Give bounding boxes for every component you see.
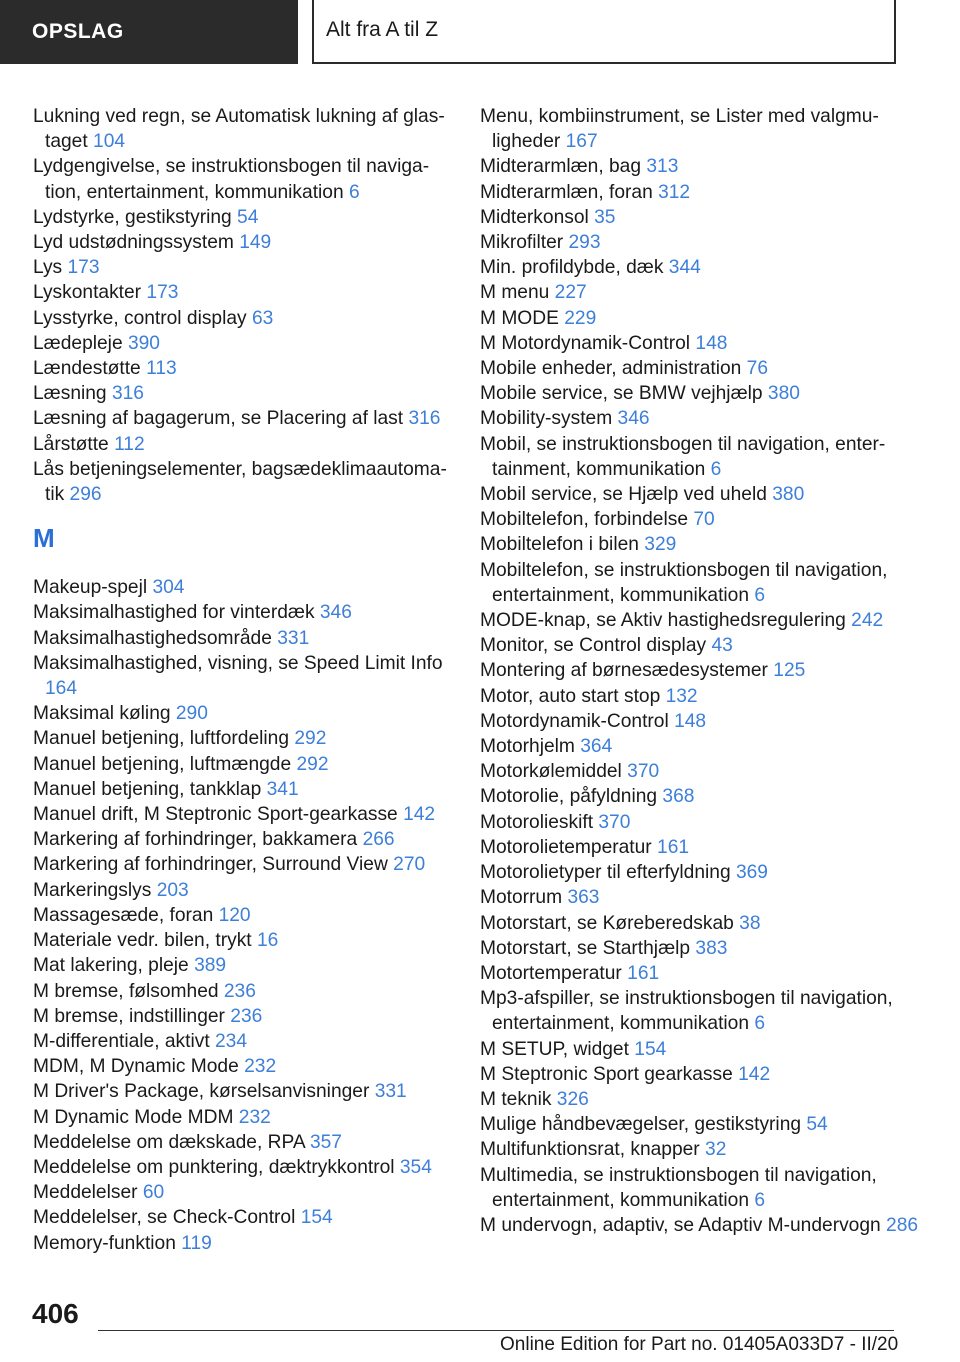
index-entry (480, 734, 920, 759)
entry-text: M teknik (480, 1088, 552, 1110)
page-link[interactable]: 380 (772, 484, 805, 506)
entry-text: Meddelelser (33, 1182, 138, 1204)
index-entry (33, 432, 453, 457)
index-list-l (33, 104, 453, 507)
entry-text: Mikrofilter (480, 232, 564, 254)
page-link[interactable]: 292 (294, 728, 327, 750)
page-link[interactable]: 120 (218, 904, 251, 926)
page-link[interactable]: 154 (634, 1038, 667, 1060)
entry-text: Multifunktionsrat, knapper (480, 1139, 700, 1161)
index-column-right (480, 104, 920, 1238)
index-entry (480, 784, 920, 809)
index-entry (33, 1105, 453, 1130)
entry-text: Motorstart, se Starthjælp (480, 937, 691, 959)
page-link[interactable]: 292 (296, 753, 329, 775)
index-entry (33, 777, 453, 802)
index-entry (480, 230, 920, 255)
entry-text: M-differentiale, aktivt (33, 1030, 210, 1052)
index-entry (33, 104, 453, 154)
entry-text: Motordynamik-Control (480, 710, 669, 732)
index-entry (480, 608, 920, 633)
entry-text: Montering af børnesædesystemer (480, 660, 768, 682)
page-link[interactable]: 380 (767, 383, 800, 405)
index-entry (33, 280, 453, 305)
index-entry (33, 1231, 453, 1256)
page-link[interactable]: 266 (362, 829, 395, 851)
index-entry (480, 1213, 920, 1238)
page-link[interactable]: 6 (754, 584, 766, 606)
page-link[interactable]: 236 (223, 980, 256, 1002)
page-link[interactable]: 229 (564, 307, 597, 329)
entry-text: Lydstyrke, gestikstyring (33, 206, 232, 228)
entry-text: M menu (480, 282, 550, 304)
edition-footer: Online Edition for Part no. 01405A033D7 - II/20 (500, 1334, 899, 1355)
index-entry (33, 878, 453, 903)
entry-text: M bremse, indstillinger (33, 1005, 225, 1027)
entry-text: Maksimalhastighed, visning, se Speed Limit Info (33, 652, 443, 674)
index-entry (33, 1079, 453, 1104)
page-link[interactable]: 60 (142, 1182, 165, 1204)
index-entry (480, 180, 920, 205)
page-link[interactable]: 370 (627, 761, 660, 783)
index-entry (480, 1163, 920, 1213)
entry-text: Maksimal køling (33, 703, 171, 725)
index-entry (480, 154, 920, 179)
page-link[interactable]: 227 (554, 282, 587, 304)
page-link[interactable]: 173 (67, 257, 100, 279)
index-entry (33, 600, 453, 625)
entry-text: Mobiltelefon, se instruktionsbogen til navigation, entertainment, kommunikation (480, 559, 888, 606)
entry-text: M Motordynamik-Control (480, 332, 691, 354)
index-entry (33, 575, 453, 600)
index-entry (33, 701, 453, 726)
index-entry (33, 154, 453, 204)
page-link[interactable]: 232 (238, 1106, 271, 1128)
page-link[interactable]: 113 (146, 358, 177, 380)
page-link[interactable]: 167 (565, 131, 598, 153)
page-link[interactable]: 346 (617, 408, 650, 430)
entry-text: Mobile service, se BMW vejhjælp (480, 383, 763, 405)
entry-text: Manuel betjening, luftmængde (33, 753, 292, 775)
index-entry (480, 280, 920, 305)
index-entry (480, 205, 920, 230)
entry-text: Lysstyrke, control display (33, 307, 247, 329)
page-link[interactable]: 312 (658, 181, 691, 203)
page-link[interactable]: 286 (886, 1214, 919, 1236)
index-entry (33, 726, 453, 751)
index-entry (33, 1180, 453, 1205)
page-header (0, 0, 960, 66)
index-entry (33, 928, 453, 953)
page-link[interactable]: 35 (594, 206, 616, 228)
page-link[interactable]: 70 (693, 509, 715, 531)
entry-text: MODE-knap, se Aktiv hastighedsregulering (480, 610, 846, 632)
entry-text: Motorolietemperatur (480, 836, 652, 858)
entry-text: M undervogn, adaptiv, se Adaptiv M-undervogn (480, 1214, 881, 1236)
entry-text: Mobiltelefon, forbindelse (480, 509, 688, 531)
page-link[interactable]: 331 (374, 1081, 407, 1103)
page-link[interactable]: 6 (348, 181, 360, 203)
page-link[interactable]: 161 (657, 836, 690, 858)
index-entry (33, 1029, 453, 1054)
index-entry (480, 507, 920, 532)
page-link[interactable]: 76 (746, 358, 769, 380)
page-link[interactable]: 313 (646, 156, 679, 178)
index-entry (33, 953, 453, 978)
index-entry (480, 331, 920, 356)
index-entry (33, 356, 453, 381)
index-entry (480, 835, 920, 860)
index-entry (33, 255, 453, 280)
page-link[interactable]: 232 (244, 1056, 277, 1078)
index-list-m-right (480, 104, 920, 1238)
page-link[interactable]: 6 (754, 1189, 766, 1211)
index-entry (480, 406, 920, 431)
page-link[interactable]: 104 (93, 131, 126, 153)
page-link[interactable]: 316 (111, 383, 144, 405)
page-link[interactable]: 316 (408, 408, 441, 430)
entry-text: Maksimalhastighed for vinterdæk (33, 602, 315, 624)
page-link[interactable]: 54 (806, 1114, 828, 1136)
entry-text: Mulige håndbevægelser, gestikstyring (480, 1114, 802, 1136)
page-link[interactable]: 149 (239, 232, 272, 254)
entry-text: Mobil, se instruktionsbogen til navigation, entertainment, kommunikation (480, 433, 886, 480)
entry-text: Lukning ved regn, se Automatisk lukning af glastaget (33, 106, 445, 153)
entry-text: Læsning (33, 383, 107, 405)
page-link[interactable]: 148 (674, 710, 707, 732)
entry-text: Motorolieskift (480, 811, 594, 833)
page-link[interactable]: 346 (319, 602, 352, 624)
footer-divider (98, 1330, 894, 1331)
entry-text: Mat lakering, pleje (33, 955, 189, 977)
page-link[interactable]: 164 (45, 678, 78, 700)
entry-text: M MODE (480, 307, 559, 329)
page-link[interactable]: 236 (230, 1005, 263, 1027)
page-number: 406 (32, 1298, 79, 1329)
index-entry (480, 558, 920, 608)
index-list-m-left (33, 575, 453, 1255)
entry-text: Materiale vedr. bilen, trykt (33, 930, 252, 952)
entry-text: Lædepleje (33, 332, 123, 354)
entry-text: Motorolietyper til efterfyldning (480, 862, 731, 884)
entry-text: Motor, auto start stop (480, 685, 661, 707)
page-link[interactable]: 16 (256, 930, 279, 952)
entry-text: Markeringslys (33, 879, 152, 901)
entry-text: M SETUP, widget (480, 1038, 629, 1060)
page-link[interactable]: 161 (627, 962, 660, 984)
page-link[interactable]: 43 (711, 635, 733, 657)
index-entry (480, 1137, 920, 1162)
entry-text: Makeup-spejl (33, 577, 148, 599)
index-entry (480, 759, 920, 784)
entry-text: MDM, M Dynamic Mode (33, 1056, 239, 1078)
page-link[interactable]: 125 (773, 660, 806, 682)
entry-text: Midterkonsol (480, 206, 589, 228)
index-entry (33, 230, 453, 255)
page-link[interactable]: 63 (251, 307, 274, 329)
page-link[interactable]: 304 (152, 577, 185, 599)
page-link[interactable]: 148 (695, 332, 728, 354)
index-column-left (33, 104, 453, 1256)
entry-text: Læsning af bagagerum, se Placering af last (33, 408, 404, 430)
page-link[interactable]: 344 (668, 257, 701, 279)
index-entry (480, 684, 920, 709)
index-entry (480, 482, 920, 507)
entry-text: Meddelelser, se Check-Control (33, 1207, 296, 1229)
index-entry (480, 1037, 920, 1062)
entry-text: Meddelelse om punktering, dæktrykkontrol (33, 1156, 395, 1178)
section-letter: M (33, 523, 55, 554)
entry-text: Motorolie, påfyldning (480, 786, 658, 808)
entry-text: Motorkølemiddel (480, 761, 622, 783)
index-entry (33, 406, 453, 431)
index-entry (480, 432, 920, 482)
page-link[interactable]: 119 (181, 1232, 212, 1254)
index-entry (33, 457, 453, 507)
entry-text: Manuel betjening, luftfordeling (33, 728, 290, 750)
index-entry (480, 381, 920, 406)
entry-text: Manuel betjening, tankklap (33, 778, 262, 800)
entry-text: Min. profildybde, dæk (480, 257, 664, 279)
page-link[interactable]: 270 (393, 854, 426, 876)
index-entry (33, 626, 453, 651)
index-entry (480, 532, 920, 557)
page-link[interactable]: 354 (399, 1156, 432, 1178)
index-entry (480, 104, 920, 154)
entry-text: M Dynamic Mode MDM (33, 1106, 234, 1128)
index-entry (33, 1205, 453, 1230)
entry-text: Menu, kombiinstrument, se Lister med valgmuligheder (480, 106, 879, 153)
page-link[interactable]: 364 (580, 736, 613, 758)
page-link[interactable]: 203 (156, 879, 189, 901)
entry-text: Lårstøtte (33, 433, 109, 455)
page-link[interactable]: 290 (175, 703, 208, 725)
index-entry (480, 860, 920, 885)
page-link[interactable]: 142 (738, 1063, 771, 1085)
index-entry (480, 1087, 920, 1112)
index-entry (33, 979, 453, 1004)
page-link[interactable]: 132 (665, 685, 698, 707)
entry-text: Lændestøtte (33, 358, 141, 380)
index-entry (480, 986, 920, 1036)
page-link[interactable]: 341 (266, 778, 299, 800)
index-entry (480, 633, 920, 658)
entry-text: Lys (33, 257, 63, 279)
index-entry (33, 306, 453, 331)
entry-text: Motortemperatur (480, 962, 622, 984)
page-link[interactable]: 363 (567, 887, 600, 909)
page-link[interactable]: 242 (851, 610, 884, 632)
entry-text: Motorstart, se Køreberedskab (480, 912, 734, 934)
index-entry (480, 885, 920, 910)
page-link[interactable]: 173 (146, 282, 179, 304)
entry-text: Monitor, se Control display (480, 635, 707, 657)
page-link[interactable]: 357 (309, 1131, 342, 1153)
entry-text: Lyskontakter (33, 282, 142, 304)
entry-text: Lydgengivelse, se instruktionsbogen til navigation, entertainment, kommunikation (33, 156, 430, 203)
page-link[interactable]: 32 (705, 1139, 727, 1161)
page-link[interactable]: 142 (403, 804, 436, 826)
index-entry (33, 1130, 453, 1155)
page-link[interactable]: 329 (644, 534, 677, 556)
entry-text: Markering af forhindringer, Surround View (33, 854, 388, 876)
entry-text: Mobil service, se Hjælp ved uheld (480, 484, 767, 506)
index-entry (33, 903, 453, 928)
entry-text: Memory-funktion (33, 1232, 176, 1254)
index-entry (480, 709, 920, 734)
entry-text: Multimedia, se instruktionsbogen til navigation, entertainment, kommunikation (480, 1164, 877, 1211)
page-link[interactable]: 331 (277, 627, 310, 649)
entry-text: Markering af forhindringer, bakkamera (33, 829, 358, 851)
entry-text: Massagesæde, foran (33, 904, 214, 926)
index-entry (480, 936, 920, 961)
index-entry (33, 331, 453, 356)
page-link[interactable]: 234 (215, 1030, 248, 1052)
page-link[interactable]: 326 (556, 1088, 589, 1110)
index-entry (33, 752, 453, 777)
index-entry (33, 1155, 453, 1180)
entry-text: Mobiltelefon i bilen (480, 534, 639, 556)
page-link[interactable]: 54 (237, 206, 259, 228)
entry-text: Motorrum (480, 887, 563, 909)
page-link[interactable]: 368 (662, 786, 695, 808)
entry-text: Motorhjelm (480, 736, 575, 758)
page-link[interactable]: 6 (754, 1013, 766, 1035)
entry-text: Lyd udstødningssystem (33, 232, 234, 254)
index-entry (480, 911, 920, 936)
index-entry (480, 658, 920, 683)
index-entry (33, 827, 453, 852)
index-entry (480, 1062, 920, 1087)
page-link[interactable]: 6 (710, 458, 722, 480)
page-link[interactable]: 370 (598, 811, 631, 833)
entry-text: Maksimalhastighedsområde (33, 627, 272, 649)
index-entry (33, 802, 453, 827)
entry-text: Mobile enheder, administration (480, 358, 742, 380)
section-tab: OPSLAG (0, 0, 298, 64)
page-link[interactable]: 293 (568, 232, 601, 254)
index-entry (480, 1112, 920, 1137)
page-link[interactable]: 38 (739, 912, 761, 934)
index-entry (33, 1054, 453, 1079)
header-title: Alt fra A til Z (312, 0, 896, 64)
index-entry (33, 381, 453, 406)
entry-text: Manuel drift, M Steptronic Sport-gearkasse (33, 804, 398, 826)
entry-text: Midterarmlæn, foran (480, 181, 653, 203)
entry-text: Lås betjeningselementer, bagsædeklimaautomatik (33, 458, 447, 506)
entry-text: Mp3-afspiller, se instruktionsbogen til navigation, entertainment, kommunikation (480, 988, 893, 1035)
page-link[interactable]: 112 (114, 433, 145, 455)
page-link[interactable]: 296 (69, 484, 102, 506)
entry-text: M Steptronic Sport gearkasse (480, 1063, 733, 1085)
index-entry (480, 255, 920, 280)
entry-text: Midterarmlæn, bag (480, 156, 642, 178)
page-link[interactable]: 390 (127, 332, 160, 354)
entry-text: Mobility-system (480, 408, 613, 430)
page-link[interactable]: 389 (194, 955, 227, 977)
index-entry (480, 306, 920, 331)
entry-text: M Driver's Package, kørselsanvisninger (33, 1081, 370, 1103)
index-entry (33, 1004, 453, 1029)
page-link[interactable]: 154 (300, 1207, 333, 1229)
page-link[interactable]: 369 (735, 862, 768, 884)
index-entry (480, 810, 920, 835)
entry-text: M bremse, følsomhed (33, 980, 219, 1002)
index-entry (33, 852, 453, 877)
page-link[interactable]: 383 (695, 937, 728, 959)
index-entry (480, 356, 920, 381)
index-entry (33, 205, 453, 230)
index-entry (33, 651, 453, 701)
entry-text: Meddelelse om dækskade, RPA (33, 1131, 305, 1153)
index-entry (480, 961, 920, 986)
